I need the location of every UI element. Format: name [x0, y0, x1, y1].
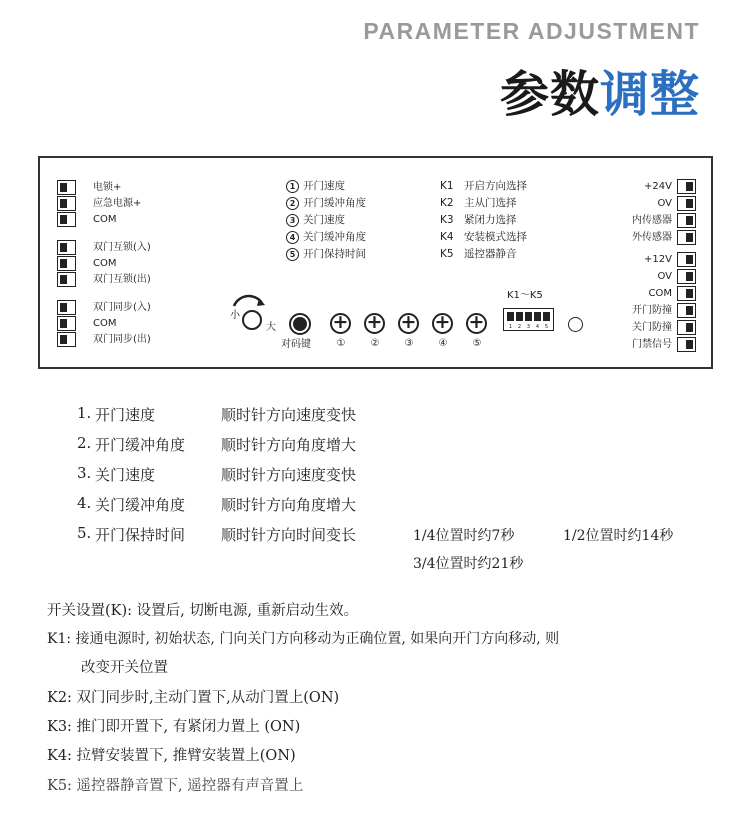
- terminal-label: 双门同步(出): [93, 334, 151, 345]
- terminal-label: COM: [93, 258, 117, 269]
- potentiometer-4[interactable]: [432, 313, 453, 334]
- terminal-com-1: [57, 212, 76, 227]
- terminal-sync-out: [57, 332, 76, 347]
- potentiometer-1[interactable]: [330, 313, 351, 334]
- legend-pot-3: 3 关门速度: [286, 212, 345, 227]
- terminal-interlock-in: [57, 240, 76, 255]
- hold-time-note-3: 3/4位置时约21秒: [413, 556, 524, 572]
- legend-switch-k4: K4 安装模式选择: [440, 231, 527, 243]
- switch-note-k4: K4: 拉臂安装置下, 推臂安装置上(ON): [47, 748, 296, 764]
- code-pairing-button[interactable]: [289, 313, 311, 335]
- terminal-label: OV: [657, 271, 672, 282]
- terminal-com-4: [677, 286, 696, 301]
- potentiometer-number: ②: [370, 338, 380, 349]
- dip-switch-k1-k5[interactable]: [503, 308, 554, 331]
- hold-time-note-1: 1/4位置时约7秒: [413, 528, 515, 544]
- terminal-0v-1: [677, 196, 696, 211]
- switch-note-k3: K3: 推门即开置下, 有紧闭力置上 (ON): [47, 719, 301, 735]
- dip-switch-label: K1～K5: [507, 290, 543, 301]
- terminal-0v-2: [677, 269, 696, 284]
- potentiometer-3[interactable]: [398, 313, 419, 334]
- terminal-label: 外传感器: [632, 232, 672, 243]
- control-board-panel: [38, 156, 713, 369]
- switch-note-k1: K1: 接通电源时, 初始状态, 门向关门方向移动为正确位置, 如果向开门方向移动, 则: [47, 631, 560, 647]
- potentiometer-number: ①: [336, 338, 346, 349]
- terminal-open-anticollision: [677, 303, 696, 318]
- potentiometer-number: ④: [438, 338, 448, 349]
- terminal-label: 门禁信号: [632, 339, 672, 350]
- dip-number: 1: [508, 324, 513, 330]
- terminal-label: 关门防撞: [632, 322, 672, 333]
- potentiometer-number: ③: [404, 338, 414, 349]
- switch-setting-intro: 开关设置(K): 设置后, 切断电源, 重新启动生效。: [47, 603, 359, 619]
- legend-switch-k5: K5 遥控器静音: [440, 248, 517, 260]
- switch-note-k5: K5: 遥控器静音置下, 遥控器有声音置上: [47, 778, 304, 794]
- dip-number: 4: [535, 324, 540, 330]
- terminal-inner-sensor: [677, 213, 696, 228]
- terminal-interlock-out: [57, 272, 76, 287]
- legend-pot-5: 5 开门保持时间: [286, 246, 366, 261]
- terminal-label: 双门同步(入): [93, 302, 151, 313]
- potentiometer-2[interactable]: [364, 313, 385, 334]
- dip-switch-5[interactable]: [543, 312, 550, 321]
- terminal-com-2: [57, 256, 76, 271]
- terminal-access-signal: [677, 337, 696, 352]
- switch-note-k2: K2: 双门同步时,主动门置下,从动门置上(ON): [47, 690, 340, 706]
- code-button-label: 对码键: [281, 339, 311, 350]
- knob-large-label: 大: [266, 322, 276, 333]
- dip-number: 2: [517, 324, 522, 330]
- english-title: PARAMETER ADJUSTMENT: [363, 18, 700, 44]
- dip-number: 5: [544, 324, 549, 330]
- terminal-12v: [677, 252, 696, 267]
- terminal-label: 电锁+: [93, 182, 122, 193]
- terminal-label: +24V: [644, 181, 672, 192]
- legend-switch-k3: K3 紧闭力选择: [440, 214, 517, 226]
- terminal-sync-in: [57, 300, 76, 315]
- terminal-label: COM: [648, 288, 672, 299]
- dip-switch-2[interactable]: [516, 312, 523, 321]
- dip-switch-3[interactable]: [525, 312, 532, 321]
- chinese-title-black: 参数: [499, 66, 600, 123]
- legend-switch-k1: K1 开启方向选择: [440, 180, 527, 192]
- hold-time-note-2: 1/2位置时约14秒: [563, 528, 674, 544]
- terminal-label: 双门互锁(出): [93, 274, 151, 285]
- terminal-com-3: [57, 316, 76, 331]
- legend-pot-4: 4 关门缓冲角度: [286, 229, 366, 244]
- legend-switch-k2: K2 主从门选择: [440, 197, 517, 209]
- terminal-label: +12V: [644, 254, 672, 265]
- terminal-label: 双门互锁(入): [93, 242, 151, 253]
- terminal-label: 应急电源+: [93, 198, 142, 209]
- dip-switch-1[interactable]: [507, 312, 514, 321]
- terminal-label: OV: [657, 198, 672, 209]
- terminal-label: COM: [93, 318, 117, 329]
- legend-pot-1: 1 开门速度: [286, 178, 345, 193]
- terminal-label: 开门防撞: [632, 305, 672, 316]
- terminal-emergency-power: [57, 196, 76, 211]
- adjustment-knob[interactable]: [242, 310, 262, 330]
- chinese-title: [0, 56, 700, 126]
- terminal-label: 内传感器: [632, 215, 672, 226]
- terminal-label: COM: [93, 214, 117, 225]
- knob-small-label: 小: [230, 310, 240, 321]
- terminal-close-anticollision: [677, 320, 696, 335]
- legend-pot-2: 2 开门缓冲角度: [286, 195, 366, 210]
- potentiometer-number: ⑤: [472, 338, 482, 349]
- potentiometer-5[interactable]: [466, 313, 487, 334]
- switch-note-k1-cont: 改变开关位置: [81, 660, 168, 676]
- terminal-24v: [677, 179, 696, 194]
- terminal-outer-sensor: [677, 230, 696, 245]
- chinese-title-blue: 调整: [599, 66, 700, 123]
- dip-number: 3: [526, 324, 531, 330]
- dip-switch-4[interactable]: [534, 312, 541, 321]
- terminal-electric-lock: [57, 180, 76, 195]
